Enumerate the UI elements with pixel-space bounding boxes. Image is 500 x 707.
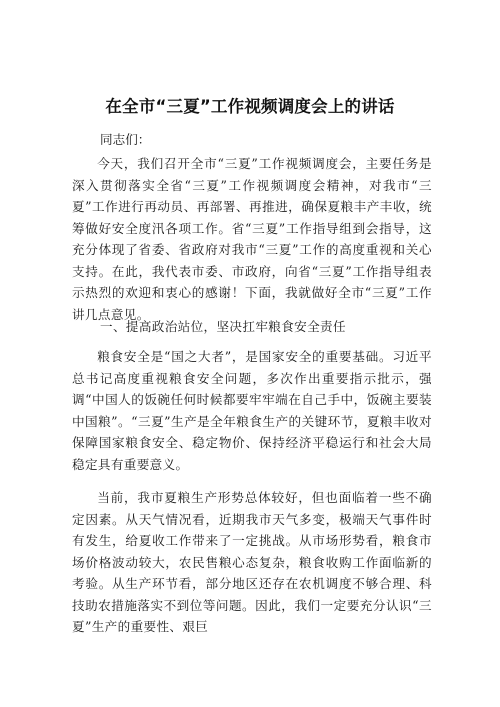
body-paragraph: 当前，我市夏粮生产形势总体较好，但也面临着一些不确定因素。从天气情况看，近期我市天气多变，极端天气事件时有发生，给夏收工作带来了一定挑战。从市场形势看，粮食市场价格波动较大，农民售粮心态复杂，粮食收购工作面临新的考验。从生产环节看，部分地区还存在农机调度不够合理、科技助农措施落实不到位等问题。因此，我们一定要充分认识“三夏”生产的重要性、艰巨: [72, 490, 432, 634]
section-heading: 一、提高政治站位，坚决扛牢粮食安全责任: [100, 319, 346, 334]
document-title: 在全市“三夏”工作视频调度会上的讲话: [105, 97, 395, 116]
body-paragraph: 粮食安全是“国之大者”，是国家安全的重要基础。习近平总书记高度重视粮食安全问题，多次作出重要指示批示，强调“中国人的饭碗任何时候都要牢牢端在自己手中，饭碗主要装中国粮”。“三夏”生产是全年粮食生产的关键环节，夏粮丰收对保障国家粮食安全、稳定物价、保持经济平稳运行和社会大局稳定具有重要意义。: [72, 349, 432, 472]
salutation: 同志们：: [100, 132, 151, 147]
body-paragraph: 今天，我们召开全市“三夏”工作视频调度会，主要任务是深入贯彻落实全省“三夏”工作视频调度会精神，对我市“三夏”工作进行再动员、再部署、再推进，确保夏粮丰产丰收，统筹做好安全度汛各项工作。省“三夏”工作指导组到会指导，这充分体现了省委、省政府对我市“三夏”工作的高度重视和关心支持。在此，我代表市委、市政府，向省“三夏”工作指导组表示热烈的欢迎和衷心的感谢！下面，我就做好全市“三夏”工作讲几点意见。: [72, 156, 432, 322]
